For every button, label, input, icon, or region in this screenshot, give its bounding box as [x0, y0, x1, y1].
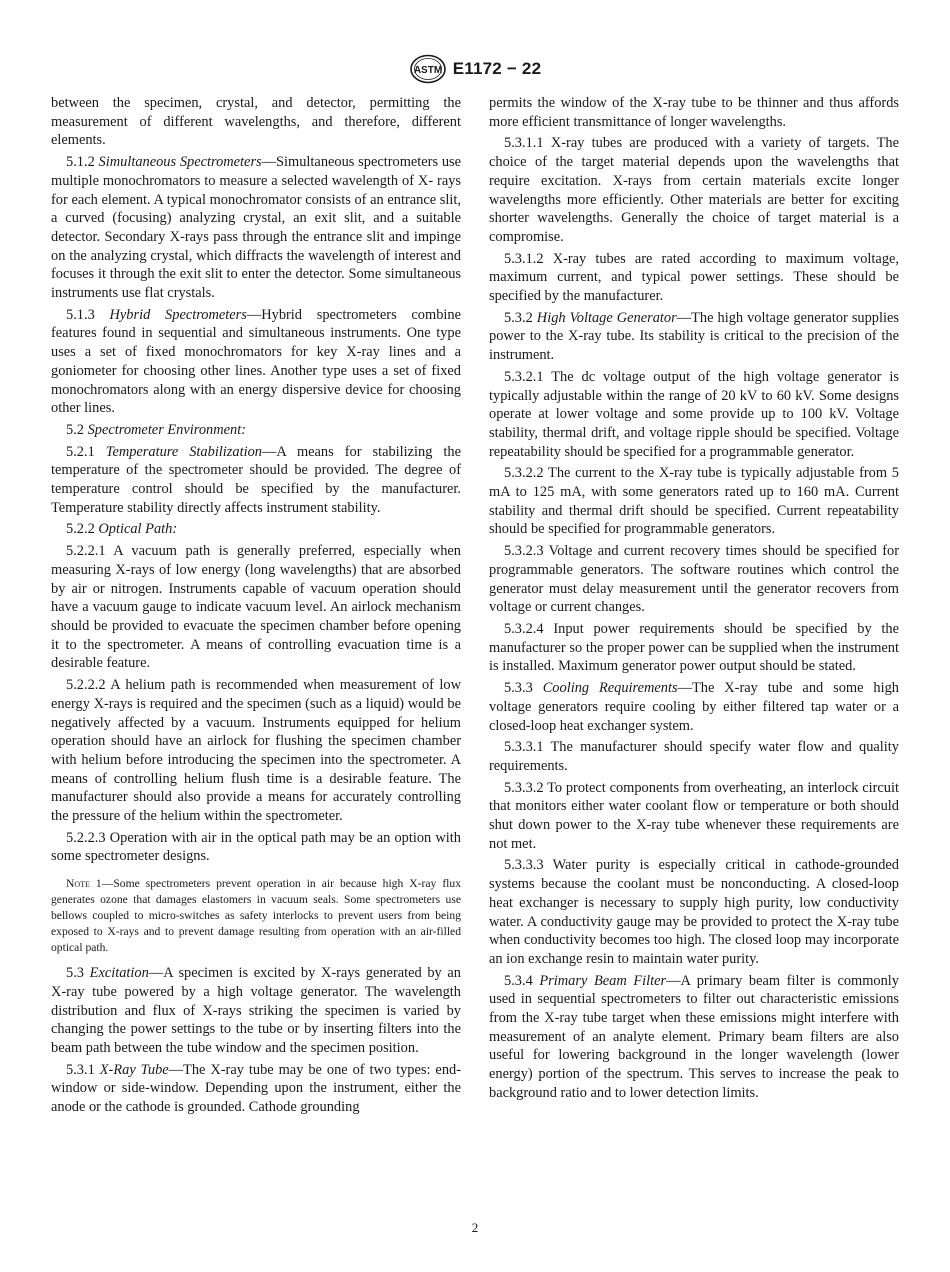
paragraph-5-3-2-3: 5.3.2.3 Voltage and current recovery times should be specified for programmable generators. The software routines which control the generator must delay measurement until the generator recovers from voltage or current changes.	[489, 543, 899, 616]
section-title: Primary Beam Filter	[539, 972, 667, 989]
paragraph-5-2-1	[51, 443, 461, 518]
paragraph-5-2-2-1: 5.2.2.1 A vacuum path is generally preferred, especially when measuring X-rays of low energy (long wavelengths) that are absorbed by air or nitrogen. Instruments capable of vacuum operation should have a vacuum gauge to indicate vacuum level. An airlock mechanism should be provided to evacuate the specimen chamber before opening it to the spectrometer. A means of controlling evacuation time is a desirable feature.	[51, 543, 461, 672]
left-column	[51, 94, 461, 1120]
note-text: —Some spectrometers prevent operation in air because high X-ray flux generates ozone that damages elastomers in vacuum seals. Some spectrometers use bellows coupled to micro-switches as safety interlocks to prevent users from being exposed to X-rays and to prevent damage resulting from operation with an air-filled optical path.	[51, 877, 461, 955]
section-number: 5.3.1	[66, 1061, 95, 1078]
paragraph-5-3-2-4: 5.3.2.4 Input power requirements should be specified by the manufacturer so the proper power can be supplied when the instrument is installed. Maximum generator power output should be stated.	[489, 620, 899, 675]
section-title: Hybrid Spectrometers	[109, 306, 247, 323]
section-text: —The X-ray tube may be one of two types: end-window or side-window. Depending upon the instrument, either the anode or the cathode is grounded. Cathode grounding	[51, 1061, 461, 1116]
page-header	[0, 54, 950, 84]
paragraph: permits the window of the X-ray tube to be thinner and thus affords more efficient transmittance of longer wavelengths.	[489, 95, 899, 130]
paragraph-5-3-2-1: 5.3.2.1 The dc voltage output of the high voltage generator is typically adjustable within the range of 20 kV to 60 kV. Some designs operate at lower voltage and some provide up to 100 kV. Voltage stability, thermal drift, and voltage ripple should be specified. Voltage repeatability should be specified for a programmable generator.	[489, 368, 899, 460]
section-number: 5.2.2	[66, 521, 95, 538]
paragraph-5-3-2-2: 5.3.2.2 The current to the X-ray tube is typically adjustable from 5 mA to 125 mA, with some generators rated up to 160 mA. Current stability and thermal drift should be specified. Current repeatability should be specified for programmable generators.	[489, 465, 899, 538]
section-number: 5.3.2	[504, 309, 533, 326]
paragraph-5-3-1	[51, 1061, 461, 1117]
paragraph-5-3-3-3: 5.3.3.3 Water purity is especially critical in cathode-grounded systems because the coolant must be nonconducting. A closed-loop heat exchanger is necessary to supply high purity, low conductivity water. A conductivity gauge may be provided to protect the X-ray tube when conductivity becomes too high. The closed loop may incorporate an ion exchange resin to maintain water purity.	[489, 857, 899, 967]
section-number: 5.3.3	[504, 680, 533, 697]
heading-5-2-2	[51, 520, 461, 539]
paragraph-5-2-2-3: 5.2.2.3 Operation with air in the optical path may be an option with some spectrometer designs.	[51, 829, 461, 865]
section-title: Simultaneous Spectrometers	[98, 154, 262, 171]
section-number: 5.2.1	[66, 443, 95, 460]
section-text: —Hybrid spectrometers combine features found in sequential and simultaneous instruments. One type uses a set of fixed monochromators for key X-ray lines and a goniometer for choosing other lines. Another type uses a set of fixed monochromators along with an energy dispersive device for choosing other lines.	[51, 306, 461, 417]
note-label: Note 1	[66, 877, 102, 891]
paragraph-5-3-1-1: 5.3.1.1 X-ray tubes are produced with a variety of targets. The choice of the target material depends upon the wavelengths that require excitation. X-rays from certain materials excite longer wavelengths more efficiently. Other materials are better for exciting shorter wavelengths. Generally the choice of target material is a compromise.	[489, 135, 899, 245]
section-number: 5.2	[66, 421, 84, 438]
section-title: Optical Path:	[98, 521, 178, 538]
astm-logo-text: ASTM	[413, 65, 442, 76]
section-text: —A primary beam filter is commonly used in sequential spectrometers to filter out characteristic emissions from the X-ray tube target when these emissions might interfere with measurement of an analyte element. Primary beam filters are also useful for lowering background in the longer wavelength (lower energy) portion of the spectrum. This serves to increase the peak to background ratio and to lower detection limits.	[489, 972, 899, 1101]
section-number: 5.3	[66, 965, 84, 982]
section-text: —A means for stabilizing the temperature of the spectrometer should be provided. The degree of temperature control should be specified by the manufacturer. Temperature stability directly affects instrument stability.	[51, 443, 461, 516]
paragraph-5-3-4	[489, 972, 899, 1103]
heading-5-2	[51, 421, 461, 440]
paragraph-5-3-3-2: 5.3.3.2 To protect components from overheating, an interlock circuit that monitors either water coolant flow or temperature or both should shut down power to the X-ray tube whenever these requirements are not met.	[489, 779, 899, 852]
right-column	[489, 94, 899, 1106]
section-title: X-Ray Tube	[99, 1061, 169, 1078]
paragraph-5-3	[51, 964, 461, 1058]
standard-designation: E1172 − 22	[452, 59, 542, 78]
section-text: —The high voltage generator supplies power to the X-ray tube. Its stability is critical to the precision of the instrument.	[489, 309, 899, 364]
section-number: 5.1.2	[66, 154, 95, 171]
section-text: —A specimen is excited by X-rays generated by an X-ray tube powered by a high voltage generator. The wavelength distribution and flux of X-rays striking the specimen is varied by changing the power settings to the tube or by inserting filters into the beam path between the tube window and the specimen position.	[51, 965, 461, 1056]
section-text: —The X-ray tube and some high voltage generators require cooling by either filtered tap water or a closed-loop heat exchanger system.	[489, 680, 899, 734]
paragraph-5-3-3-1: 5.3.3.1 The manufacturer should specify water flow and quality requirements.	[489, 739, 899, 774]
page-number: 2	[471, 1220, 479, 1235]
section-title: High Voltage Generator	[536, 309, 677, 326]
section-title: Temperature Stabilization	[105, 443, 262, 460]
paragraph-5-1-3	[51, 306, 461, 418]
section-title: Excitation	[89, 965, 149, 982]
astm-logo-icon	[409, 54, 447, 84]
paragraph-5-3-3	[489, 679, 899, 735]
section-title: Cooling Requirements	[542, 680, 678, 697]
paragraph-5-1-2	[51, 153, 461, 303]
paragraph-5-3-2	[489, 309, 899, 365]
paragraph-5-3-1-2: 5.3.1.2 X-ray tubes are rated according to maximum voltage, maximum current, and typical power settings. These should be specified by the manufacturer.	[489, 250, 899, 305]
note-1	[51, 876, 461, 956]
section-number: 5.3.4	[504, 972, 533, 989]
section-title: Spectrometer Environment:	[87, 421, 246, 438]
paragraph: between the specimen, crystal, and detector, permitting the measurement of different wavelengths, and therefore, different elements.	[51, 95, 461, 149]
paragraph-5-2-2-2: 5.2.2.2 A helium path is recommended when measurement of low energy X-rays is required and the specimen (such as a liquid) would be negatively affected by a vacuum. Instruments equipped for helium operation should have an airlock for flushing the specimen chamber with helium before introducing the specimen into the spectrometer. A means of controlling helium flush time is a desirable feature. The manufacturer should also provide a means for accurately controlling the pressure of the helium within the spectrometer.	[51, 677, 461, 825]
section-text: —Simultaneous spectrometers use multiple monochromators to measure a selected wavelength of X- rays for each element. A typical monochromator consists of an entrance slit, a curved (focusing) analyzing crystal, an exit slit, and a suitable detector. Secondary X-rays pass through the entrance slit and impinge on the analyzing crystal, which diffracts the wavelength of interest and focuses it through the exit slit to enter the detector. Some simultaneous instruments use flat crystals.	[51, 154, 462, 302]
section-number: 5.1.3	[66, 306, 95, 323]
